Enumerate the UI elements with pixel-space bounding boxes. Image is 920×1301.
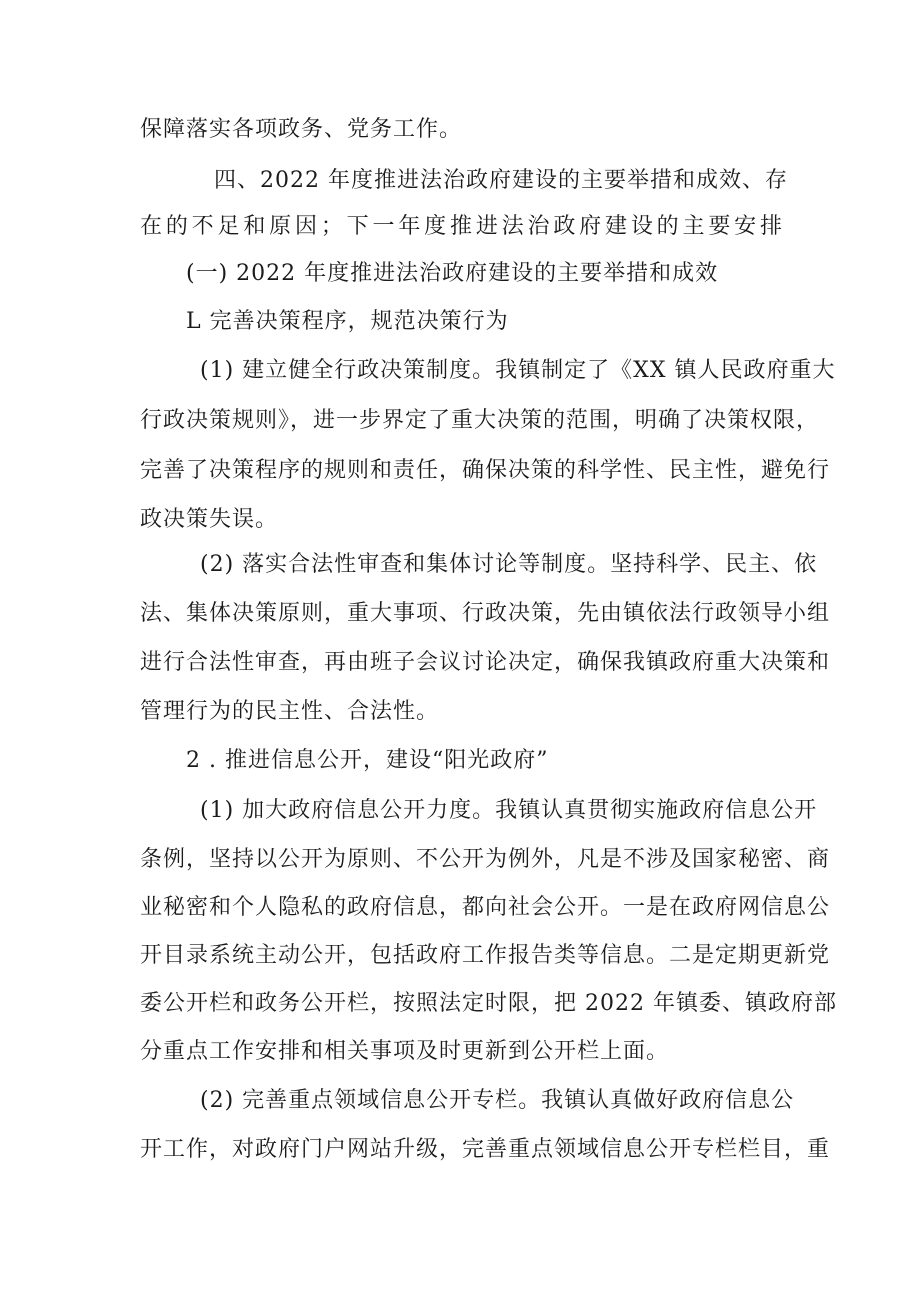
- item-heading: L 完善决策程序，规范决策行为: [186, 309, 509, 334]
- paragraph-line: (1) 建立健全行政决策制度。我镇制定了《XX 镇人民政府重大: [200, 358, 836, 383]
- paragraph-line: 法、集体决策原则，重大事项、行政决策，先由镇依法行政领导小组: [140, 601, 831, 626]
- section-heading-line: 四、2022 年度推进法治政府建设的主要举措和成效、存: [214, 168, 788, 193]
- paragraph-line: 分重点工作安排和相关事项及时更新到公开栏上面。: [140, 1039, 670, 1064]
- section-heading-line: 在的不足和原因；下一年度推进法治政府建设的主要安排: [140, 214, 783, 239]
- paragraph-line: (2) 完善重点领域信息公开专栏。我镇认真做好政府信息公: [200, 1088, 795, 1113]
- subsection-heading: (一) 2022 年度推进法治政府建设的主要举措和成效: [186, 261, 719, 286]
- paragraph-line: 行政决策规则》，进一步界定了重大决策的范围，明确了决策权限，: [140, 408, 820, 433]
- item-heading: 2 . 推进信息公开，建设“阳光政府”: [186, 748, 549, 773]
- paragraph-line: 条例，坚持以公开为原则、不公开为例外，凡是不涉及国家秘密、商: [140, 847, 831, 872]
- paragraph-line: 政决策失误。: [140, 507, 279, 532]
- paragraph-line: 委公开栏和政务公开栏，按照法定时限，把 2022 年镇委、镇政府部: [140, 991, 837, 1016]
- paragraph-line: (1) 加大政府信息公开力度。我镇认真贯彻实施政府信息公开: [200, 798, 818, 823]
- paragraph-line: 开目录系统主动公开，包括政府工作报告类等信息。二是定期更新党: [140, 943, 831, 968]
- paragraph-line: (2) 落实合法性审查和集体讨论等制度。坚持科学、民主、依: [200, 552, 818, 577]
- paragraph-line: 业秘密和个人隐私的政府信息，都向社会公开。一是在政府网信息公: [140, 895, 831, 920]
- paragraph-line: 开工作，对政府门户网站升级，完善重点领域信息公开专栏栏目，重: [140, 1137, 831, 1162]
- paragraph-line: 保障落实各项政务、党务工作。: [140, 117, 463, 142]
- paragraph-line: 完善了决策程序的规则和责任，确保决策的科学性、民主性，避免行: [140, 458, 831, 483]
- paragraph-line: 进行合法性审查，再由班子会议讨论决定，确保我镇政府重大决策和: [140, 650, 831, 675]
- paragraph-line: 管理行为的民主性、合法性。: [140, 699, 440, 724]
